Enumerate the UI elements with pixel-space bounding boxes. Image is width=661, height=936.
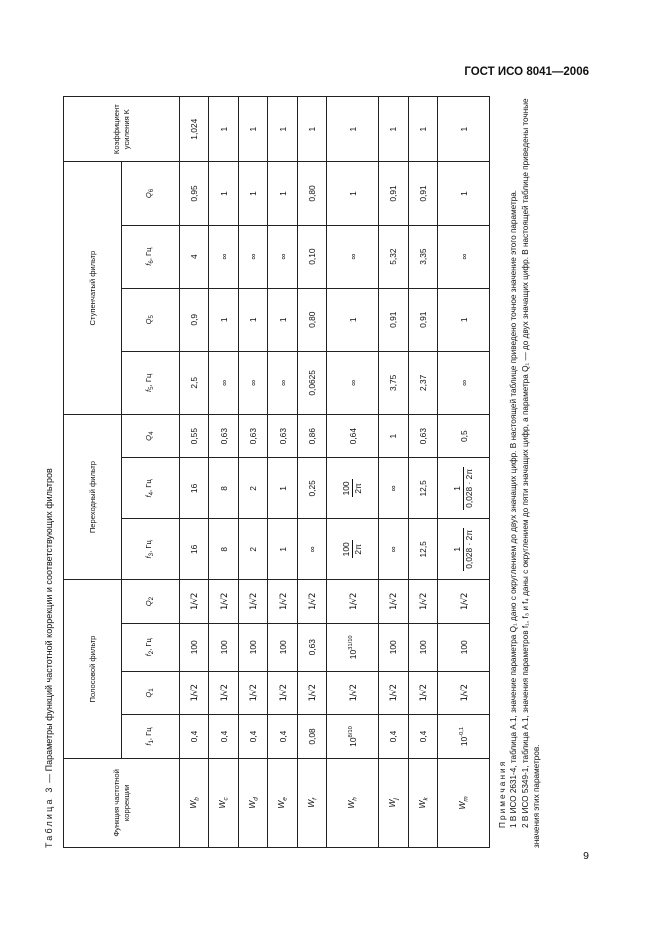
cell-f2: 100 <box>268 623 297 671</box>
table-row <box>438 97 490 848</box>
cell-q1: 1/√2 <box>238 671 267 715</box>
col-header-q5: $Q_5$ <box>122 288 180 351</box>
cell-gain: 1 <box>438 97 490 162</box>
cell-f2: 100 <box>180 623 209 671</box>
cell-q5: 0,91 <box>408 288 437 351</box>
table-caption <box>35 468 63 848</box>
cell-f6: ∞ <box>438 225 490 288</box>
rotated-table-block <box>35 96 580 848</box>
table-row <box>209 97 238 848</box>
page-number: 9 <box>583 850 589 862</box>
cell-q5: 1 <box>438 288 490 351</box>
cell-f4: 2 <box>238 458 267 519</box>
cell-q2: 1/√2 <box>297 580 326 624</box>
cell-f4: 12,5 <box>408 458 437 519</box>
cell-q4: 1 <box>379 414 408 458</box>
cell-gain: 1 <box>297 97 326 162</box>
cell-q1: 1/√2 <box>268 671 297 715</box>
cell-q6: 1 <box>438 162 490 225</box>
cell-q4: 0,86 <box>297 414 326 458</box>
cell-q6: 0,91 <box>379 162 408 225</box>
cell-gain: 1 <box>238 97 267 162</box>
cell-q4: 0,55 <box>180 414 209 458</box>
cell-f1: 0,4 <box>379 715 408 759</box>
cell-q6: 1 <box>268 162 297 225</box>
cell-q6: 0,91 <box>408 162 437 225</box>
cell-f5: ∞ <box>268 351 297 414</box>
cell-f5: ∞ <box>209 351 238 414</box>
cell-f5: 2,5 <box>180 351 209 414</box>
table-row <box>327 97 379 848</box>
cell-function: $W_b$ <box>180 758 209 847</box>
cell-f4: 1 0,028 · 2π <box>438 458 490 519</box>
cell-function: $W_f$ <box>297 758 326 847</box>
table-row <box>379 97 408 848</box>
cell-function: $W_k$ <box>408 758 437 847</box>
cell-q4: 0,63 <box>238 414 267 458</box>
cell-f5: 2,37 <box>408 351 437 414</box>
col-header-q6: $Q_6$ <box>122 162 180 225</box>
col-header-q4: $Q_4$ <box>122 414 180 458</box>
cell-f2: 100 <box>379 623 408 671</box>
cell-function: $W_j$ <box>379 758 408 847</box>
cell-q5: 1 <box>327 288 379 351</box>
cell-function: $W_e$ <box>268 758 297 847</box>
cell-q6: 1 <box>327 162 379 225</box>
cell-f1: 0,4 <box>180 715 209 759</box>
cell-f2: 100 <box>408 623 437 671</box>
cell-f5: ∞ <box>438 351 490 414</box>
cell-q5: 1 <box>268 288 297 351</box>
cell-q2: 1/√2 <box>379 580 408 624</box>
cell-q5: 1 <box>209 288 238 351</box>
cell-q1: 1/√2 <box>180 671 209 715</box>
table-row <box>297 97 326 848</box>
table-row <box>238 97 267 848</box>
cell-q2: 1/√2 <box>180 580 209 624</box>
document-header: ГОСТ ИСО 8041—2006 <box>464 66 589 78</box>
col-header-f4: $f_4$, Гц <box>122 458 180 519</box>
cell-f2: 100 <box>209 623 238 671</box>
cell-f3: 16 <box>180 519 209 580</box>
cell-function: $W_c$ <box>209 758 238 847</box>
cell-f6: 0,10 <box>297 225 326 288</box>
cell-q2: 1/√2 <box>268 580 297 624</box>
cell-q5: 0,9 <box>180 288 209 351</box>
col-header-function: Функция частотной коррекции <box>64 758 180 847</box>
cell-f4: 100 2π <box>327 458 379 519</box>
note-1: 1 В ИСО 2631-4, таблица А.1, значение параметра Q₁ дано с округлением до двух значащих цифр. В настоящей таблице приведено точное значение этого параметра. <box>509 189 519 828</box>
cell-q2: 1/√2 <box>408 580 437 624</box>
cell-f1: 0,4 <box>268 715 297 759</box>
cell-q4: 0,63 <box>268 414 297 458</box>
cell-gain: 1 <box>209 97 238 162</box>
cell-f3: ∞ <box>379 519 408 580</box>
cell-f2: $10^{31/10}$ <box>327 623 379 671</box>
col-header-step: Ступенчатый фильтр <box>64 162 122 415</box>
col-header-q1: $Q_1$ <box>122 671 180 715</box>
cell-f2: 100 <box>238 623 267 671</box>
col-header-f5: $f_5$, Гц <box>122 351 180 414</box>
col-header-gain: Коэффициент усиления K <box>64 97 180 162</box>
cell-q6: 1 <box>209 162 238 225</box>
cell-f5: 0,0625 <box>297 351 326 414</box>
cell-f4: 8 <box>209 458 238 519</box>
table-header-row-1 <box>64 97 122 848</box>
cell-q1: 1/√2 <box>327 671 379 715</box>
cell-q4: 0,64 <box>327 414 379 458</box>
cell-f5: ∞ <box>238 351 267 414</box>
correction-parameters-table <box>63 96 490 848</box>
col-header-bandpass: Полосовой фильтр <box>64 580 122 758</box>
cell-function: $W_m$ <box>438 758 490 847</box>
cell-gain: 1 <box>408 97 437 162</box>
cell-gain: 1,024 <box>180 97 209 162</box>
cell-f4: ∞ <box>379 458 408 519</box>
cell-q6: 0,80 <box>297 162 326 225</box>
table-row <box>268 97 297 848</box>
col-header-f2: $f_2$, Гц <box>122 623 180 671</box>
cell-function: $W_h$ <box>327 758 379 847</box>
cell-f3: ∞ <box>297 519 326 580</box>
cell-f2: 0,63 <box>297 623 326 671</box>
cell-gain: 1 <box>268 97 297 162</box>
cell-f6: ∞ <box>238 225 267 288</box>
cell-q5: 0,91 <box>379 288 408 351</box>
cell-q4: 0,63 <box>209 414 238 458</box>
cell-f5: 3,75 <box>379 351 408 414</box>
table-row <box>408 97 437 848</box>
cell-q4: 0,5 <box>438 414 490 458</box>
table-notes <box>497 96 543 848</box>
cell-function: $W_d$ <box>238 758 267 847</box>
cell-f1: $10^{-0,1}$ <box>438 715 490 759</box>
cell-f1: 0,4 <box>209 715 238 759</box>
cell-f3: 2 <box>238 519 267 580</box>
cell-f6: 5,32 <box>379 225 408 288</box>
cell-q2: 1/√2 <box>209 580 238 624</box>
cell-f3: 100 2π <box>327 519 379 580</box>
cell-f3: 1 0,028 · 2π <box>438 519 490 580</box>
table-caption-text: — Параметры функций частотной коррекции и соответствующих фильтров <box>44 468 54 783</box>
cell-q6: 0,95 <box>180 162 209 225</box>
cell-q1: 1/√2 <box>408 671 437 715</box>
cell-f3: 8 <box>209 519 238 580</box>
cell-q2: 1/√2 <box>438 580 490 624</box>
cell-q4: 0,63 <box>408 414 437 458</box>
cell-f4: 16 <box>180 458 209 519</box>
cell-q1: 1/√2 <box>379 671 408 715</box>
cell-f5: ∞ <box>327 351 379 414</box>
cell-q1: 1/√2 <box>209 671 238 715</box>
cell-f6: ∞ <box>268 225 297 288</box>
cell-gain: 1 <box>379 97 408 162</box>
cell-f4: 1 <box>268 458 297 519</box>
notes-title: Примечания <box>498 759 507 828</box>
cell-f6: 4 <box>180 225 209 288</box>
cell-f6: ∞ <box>327 225 379 288</box>
cell-gain: 1 <box>327 97 379 162</box>
cell-q1: 1/√2 <box>438 671 490 715</box>
cell-f3: 1 <box>268 519 297 580</box>
cell-q2: 1/√2 <box>238 580 267 624</box>
cell-f1: $10^{8/10}$ <box>327 715 379 759</box>
cell-f3: 12,5 <box>408 519 437 580</box>
cell-f6: 3,35 <box>408 225 437 288</box>
cell-q5: 1 <box>238 288 267 351</box>
table-row <box>180 97 209 848</box>
table-caption-label: Таблица 3 <box>44 785 54 848</box>
cell-f1: 0,4 <box>238 715 267 759</box>
col-header-transition: Переходный фильтр <box>64 414 122 579</box>
cell-f1: 0,08 <box>297 715 326 759</box>
cell-q2: 1/√2 <box>327 580 379 624</box>
cell-f4: 0,25 <box>297 458 326 519</box>
cell-f6: ∞ <box>209 225 238 288</box>
col-header-f1: $f_1$, Гц <box>122 715 180 759</box>
col-header-q2: $Q_2$ <box>122 580 180 624</box>
table-header-row-2 <box>122 97 180 848</box>
note-2: 2 В ИСО 5349-1, таблица А.1, значения параметров f₁, f₃ и f₄ даны с округлением до пяти значащих цифр, а параметра Q₁ — до двух значащих цифр. В настоящей таблице приведены точные значения этих параметров. <box>520 98 542 848</box>
col-header-f3: $f_3$, Гц <box>122 519 180 580</box>
cell-q1: 1/√2 <box>297 671 326 715</box>
cell-q6: 1 <box>238 162 267 225</box>
cell-f2: 100 <box>438 623 490 671</box>
col-header-f6: $f_6$, Гц <box>122 225 180 288</box>
cell-q5: 0,80 <box>297 288 326 351</box>
cell-f1: 0,4 <box>408 715 437 759</box>
